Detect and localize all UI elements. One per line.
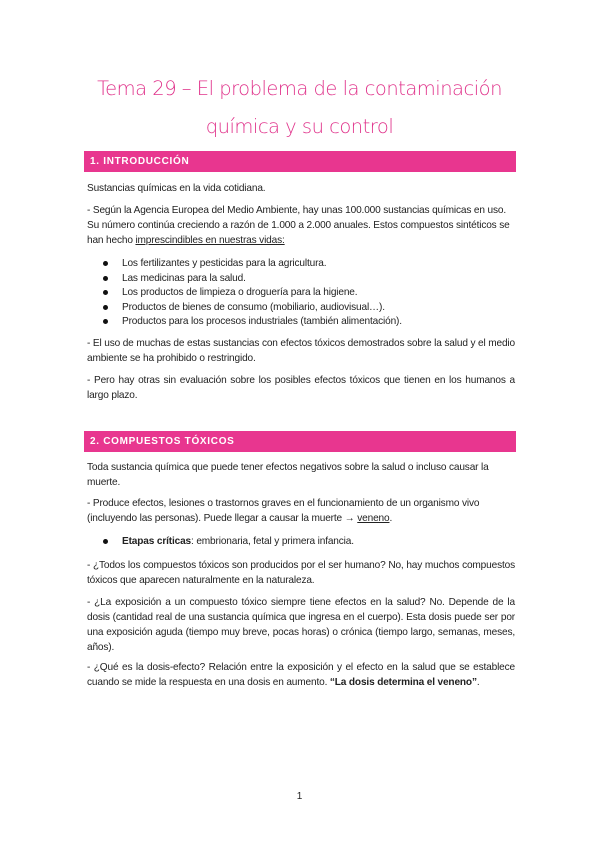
bullet-icon bbox=[103, 261, 108, 266]
bullet-icon bbox=[103, 539, 108, 544]
underlined-word-veneno: veneno bbox=[357, 513, 390, 524]
bullet-icon bbox=[103, 290, 108, 295]
toxic-paragraph-4: - ¿La exposición a un compuesto tóxico siempre tiene efectos en la salud? No. Depende de la dosis (cantidad real de una sustancia química que ingresa en el cuerpo). Esta dosis puede ser por una exposición aguda (tiempo muy breve, pocas horas) o crónica (tiempo largo, semanas, meses, años). bbox=[87, 597, 515, 653]
toxic-paragraph-5: - ¿Qué es la dosis-efecto? Relación entre la exposición y el efecto en la salud que se establece cuando se mide la respuesta en una dosis en aumento. “La dosis determina el veneno”. bbox=[87, 662, 515, 688]
section-heading-introduccion: 1. INTRODUCCIÓN bbox=[84, 151, 516, 172]
toxic-paragraph-2: - Produce efectos, lesiones o trastornos graves en el funcionamiento de un organismo vivo (incluyendo las personas). Puede llegar a causar la muerte → veneno. bbox=[87, 498, 480, 524]
intro-paragraph-3: - El uso de muchas de estas sustancias con efectos tóxicos demostrados sobre la salud y el medio ambiente se ha prohibido o restringido. bbox=[87, 338, 515, 364]
toxic-paragraph-3: - ¿Todos los compuestos tóxicos son producidos por el ser humano? No, hay muchos compuestos tóxicos que aparecen naturalmente en la naturaleza. bbox=[87, 560, 515, 586]
document-title-line-1: Tema 29 – El problema de la contaminación bbox=[97, 77, 502, 100]
bullet-icon bbox=[103, 319, 108, 324]
section-heading-compuestos-toxicos: 2. COMPUESTOS TÓXICOS bbox=[84, 431, 516, 452]
intro-paragraph-1: Sustancias químicas en la vida cotidiana. bbox=[87, 183, 266, 194]
underlined-phrase: imprescindibles en nuestras vidas: bbox=[135, 235, 285, 246]
bullet-icon bbox=[103, 276, 108, 281]
page-number: 1 bbox=[296, 791, 303, 802]
bullet-icon bbox=[103, 305, 108, 310]
bold-quote: “La dosis determina el veneno” bbox=[329, 677, 477, 688]
document-title-line-2: química y su control bbox=[205, 115, 394, 138]
bold-term: Etapas críticas bbox=[122, 536, 192, 547]
toxic-paragraph-1: Toda sustancia química que puede tener efectos negativos sobre la salud o incluso causar la muerte. bbox=[87, 462, 489, 488]
intro-paragraph-4: - Pero hay otras sin evaluación sobre los posibles efectos tóxicos que tienen en los humanos a largo plazo. bbox=[87, 375, 515, 401]
intro-paragraph-2: - Según la Agencia Europea del Medio Ambiente, hay unas 100.000 sustancias químicas en uso. Su número continúa creciendo a razón de 1.000 a 2.000 anuales. Estos compuestos sintéticos se han hecho imprescindibles en nuestras vidas: bbox=[87, 205, 510, 246]
